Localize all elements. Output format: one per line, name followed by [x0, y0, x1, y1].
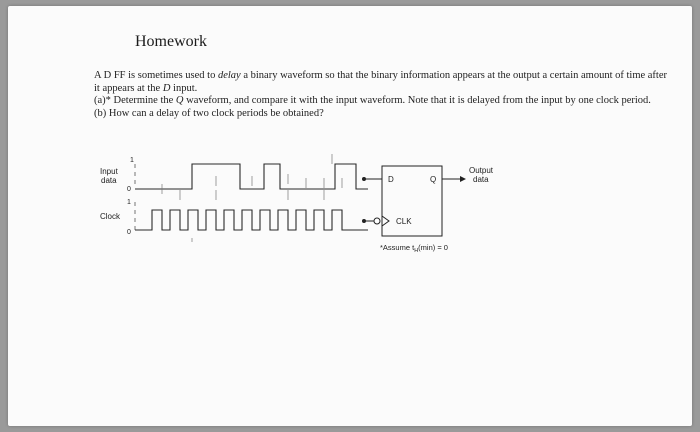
intro-italic-word: delay	[217, 70, 241, 81]
clock-label: Clock	[100, 212, 121, 221]
ff-d-label: D	[388, 175, 394, 184]
level-0-bottom: 0	[127, 229, 131, 236]
part-a-text-2: waveform, and compare it with the input waveform. Note that it is delayed from the input by one clock period.	[183, 95, 651, 106]
page-title: Homework	[135, 33, 207, 50]
ff-clk-label: CLK	[396, 217, 412, 226]
assumption-note	[380, 243, 448, 254]
input-data-label: Input	[100, 167, 118, 176]
clk-triangle	[382, 216, 389, 226]
part-a-text-1: (a)* Determine the	[94, 95, 176, 106]
output-data-label-2: data	[473, 175, 489, 184]
part-b-paragraph: (b) How can a delay of two clock periods be obtained?	[94, 107, 324, 119]
intro-part-2: a binary waveform so that the binary information appears at the output a certain amount of time after it appears at the	[94, 70, 667, 94]
level-1-top: 1	[130, 157, 134, 164]
level-0-top: 0	[127, 186, 131, 193]
clk-bubble	[374, 218, 380, 224]
problem-text	[94, 70, 672, 120]
intro-part-3: input.	[170, 82, 198, 94]
document-page	[8, 6, 692, 426]
input-data-waveform	[135, 164, 368, 189]
part-a-paragraph	[94, 95, 672, 108]
output-data-label: Output	[469, 166, 494, 175]
intro-d-letter: D	[162, 82, 171, 94]
timing-diagram	[92, 150, 512, 262]
input-data-label-2: data	[101, 176, 117, 185]
note-subscript: H	[414, 248, 419, 254]
ff-q-label: Q	[430, 175, 437, 184]
level-1-bottom: 1	[127, 199, 131, 206]
intro-part-1: A D FF is sometimes used to	[94, 70, 218, 81]
note-text: *Assume t	[380, 243, 415, 252]
q-output-arrowhead	[460, 176, 466, 182]
clock-waveform	[135, 210, 368, 230]
intro-paragraph	[94, 70, 672, 95]
note-rest: (min) = 0	[418, 243, 448, 252]
part-a-q-letter: Q	[175, 95, 184, 106]
